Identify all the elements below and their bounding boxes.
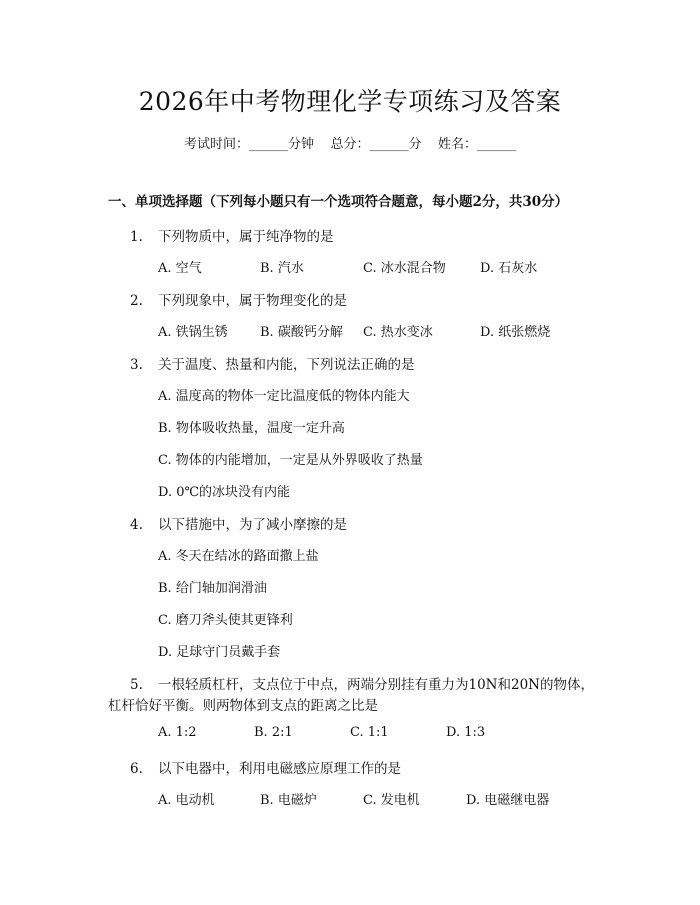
option-c: C. 冰水混合物 [363,261,446,276]
question-3 [130,353,415,373]
option-c: C. 1:1 [350,725,389,740]
option-a: A. 1:2 [158,725,197,740]
option-c: C. 磨刀斧头使其更锋利 [158,613,293,628]
option-a: A. 铁锅生锈 [158,325,228,340]
question-stem: 以下电器中，利用电磁感应原理工作的是 [158,761,401,777]
option-d: D. 石灰水 [480,261,538,276]
option-c: C. 热水变冰 [363,325,433,340]
option-a: A. 温度高的物体一定比温度低的物体内能大 [158,389,410,404]
option-a: A. 空气 [158,261,202,276]
question-number: 2. [130,293,143,309]
option-c: C. 物体的内能增加，一定是从外界吸收了热量 [158,453,423,468]
option-c: C. 发电机 [363,793,420,808]
question-number: 6. [130,761,143,777]
exam-info-line: 考试时间：______分钟 总分：______分 姓名：______ [183,137,517,152]
option-a: A. 冬天在结冰的路面撒上盐 [158,549,319,564]
question-stem: 下列物质中，属于纯净物的是 [158,229,334,245]
question-number: 3. [130,357,143,373]
question-number: 5. [130,677,143,693]
question-stem: 关于温度、热量和内能，下列说法正确的是 [158,357,415,373]
question-1 [130,225,334,245]
question-stem: 以下措施中，为了减小摩擦的是 [158,517,347,533]
option-d: D. 0℃的冰块没有内能 [158,485,291,500]
question-stem: 下列现象中，属于物理变化的是 [158,293,347,309]
question-4 [130,513,347,533]
section-heading: 一、单项选择题（下列每小题只有一个选项符合题意，每小题2分，共30分） [108,194,569,210]
question-6 [130,757,401,777]
option-d: D. 电磁继电器 [466,793,550,808]
option-d: D. 足球守门员戴手套 [158,645,281,660]
question-5 [130,673,594,693]
question-2 [130,289,347,309]
option-b: B. 2:1 [254,725,293,740]
option-d: D. 纸张燃烧 [480,325,551,340]
question-number: 1. [130,229,143,245]
option-b: B. 碳酸钙分解 [260,325,343,340]
option-b: B. 物体吸收热量，温度一定升高 [158,421,345,436]
option-a: A. 电动机 [158,793,215,808]
option-d: D. 1:3 [446,725,486,740]
option-b: B. 汽水 [260,261,304,276]
document-title: 2026年中考物理化学专项练习及答案 [138,87,562,116]
option-b: B. 给门轴加润滑油 [158,581,267,596]
question-stem-line-2: 杠杆恰好平衡。则两物体到支点的距离之比是 [108,698,378,714]
question-stem-line-1: 一根轻质杠杆，支点位于中点，两端分别挂有重力为10N和20N的物体， [158,677,594,693]
question-number: 4. [130,517,143,533]
option-b: B. 电磁炉 [260,793,317,808]
